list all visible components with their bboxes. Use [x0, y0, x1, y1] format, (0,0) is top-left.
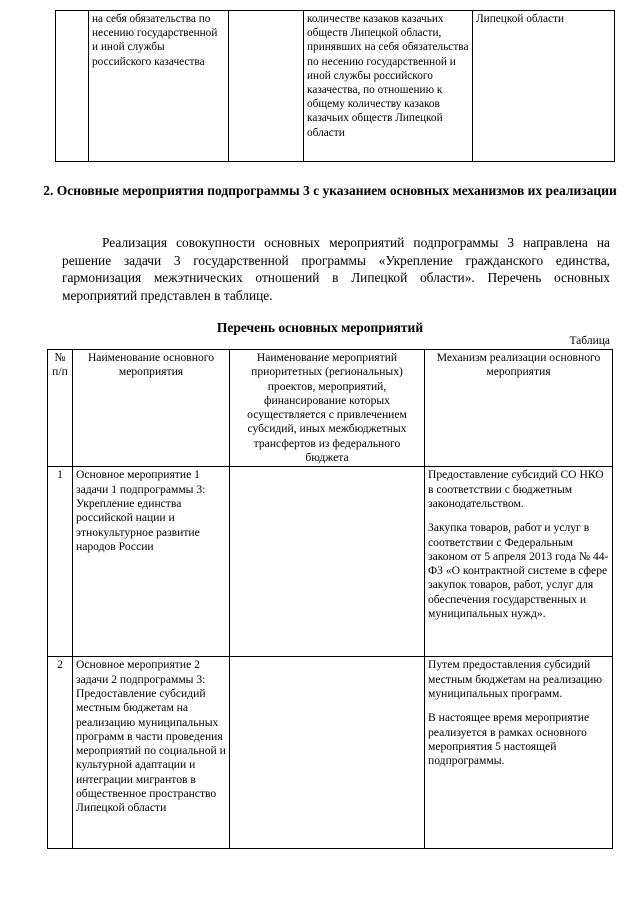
row-num: 2	[48, 657, 73, 849]
mechanism-paragraph: В настоящее время мероприятие реализуется в рамках основного мероприятия 5 настоящей подпрограммы.	[428, 711, 590, 768]
header-mechanism: Механизм реализации основного мероприятия	[425, 350, 613, 467]
table-cell	[229, 11, 304, 162]
table-cell: количестве казаков казачьих обществ Липецкой области, принявших на себя обязательства по несению государственной и иной службы российского казачества, по отношению к общему количеству казаков казачьих обществ Липецкой области	[304, 11, 473, 162]
top-table	[55, 10, 615, 162]
header-name: Наименование основного мероприятия	[73, 350, 230, 467]
mechanism-paragraph: Путем предоставления субсидий местным бюджетам на реализацию муниципальных программ.	[428, 658, 603, 700]
table-cell: Липецкой области	[473, 11, 615, 162]
row-num: 1	[48, 467, 73, 657]
row-projects	[230, 657, 425, 849]
mechanism-paragraph: Предоставление субсидий СО НКО в соответствии с бюджетным законодательством.	[428, 468, 604, 510]
mechanism-paragraph: Закупка товаров, работ и услуг в соответствии с Федеральным законом от 5 апреля 2013 года № 44-ФЗ «О контрактной системе в сфере закупок товаров, работ, услуг для обеспечения государственных и муниципальных нужд».	[428, 521, 609, 621]
list-title: Перечень основных мероприятий	[216, 320, 424, 335]
row-mechanism	[425, 657, 613, 849]
table-caption: Таблица	[569, 335, 610, 347]
table-header-row	[48, 350, 613, 467]
section-heading: 2. Основные мероприятия подпрограммы 3 с указанием основных механизмов их реализации	[43, 183, 617, 198]
row-name: Основное мероприятие 2 задачи 2 подпрограммы 3: Предоставление субсидий местным бюджетам на реализацию муниципальных программ в части проведения мероприятий по социальной и культурной адаптации и интеграции мигрантов в общественное пространство Липецкой области	[73, 657, 230, 849]
table-cell	[56, 11, 89, 162]
header-num: № п/п	[48, 350, 73, 467]
table-row	[48, 657, 613, 849]
row-name: Основное мероприятие 1 задачи 1 подпрограммы 3: Укрепление единства российской нации и этнокультурное развитие народов России	[73, 467, 230, 657]
section-paragraph: Реализация совокупности основных мероприятий подпрограммы 3 направлена на решение задачи 3 государственной программы «Укрепление гражданского единства, гармонизация межэтнических отношений в Липецкой области». Перечень основных мероприятий представлен в таблице.	[62, 235, 610, 303]
row-mechanism	[425, 467, 613, 657]
main-table	[47, 349, 613, 849]
table-row	[56, 11, 615, 162]
table-cell: на себя обязательства по несению государственной и иной службы российского казачества	[89, 11, 229, 162]
row-projects	[230, 467, 425, 657]
table-row	[48, 467, 613, 657]
header-projects: Наименование мероприятий приоритетных (региональных) проектов, мероприятий, финансирование которых осуществляется с привлечением субсидий, иных межбюджетных трансфертов из федерального бюджета	[230, 350, 425, 467]
